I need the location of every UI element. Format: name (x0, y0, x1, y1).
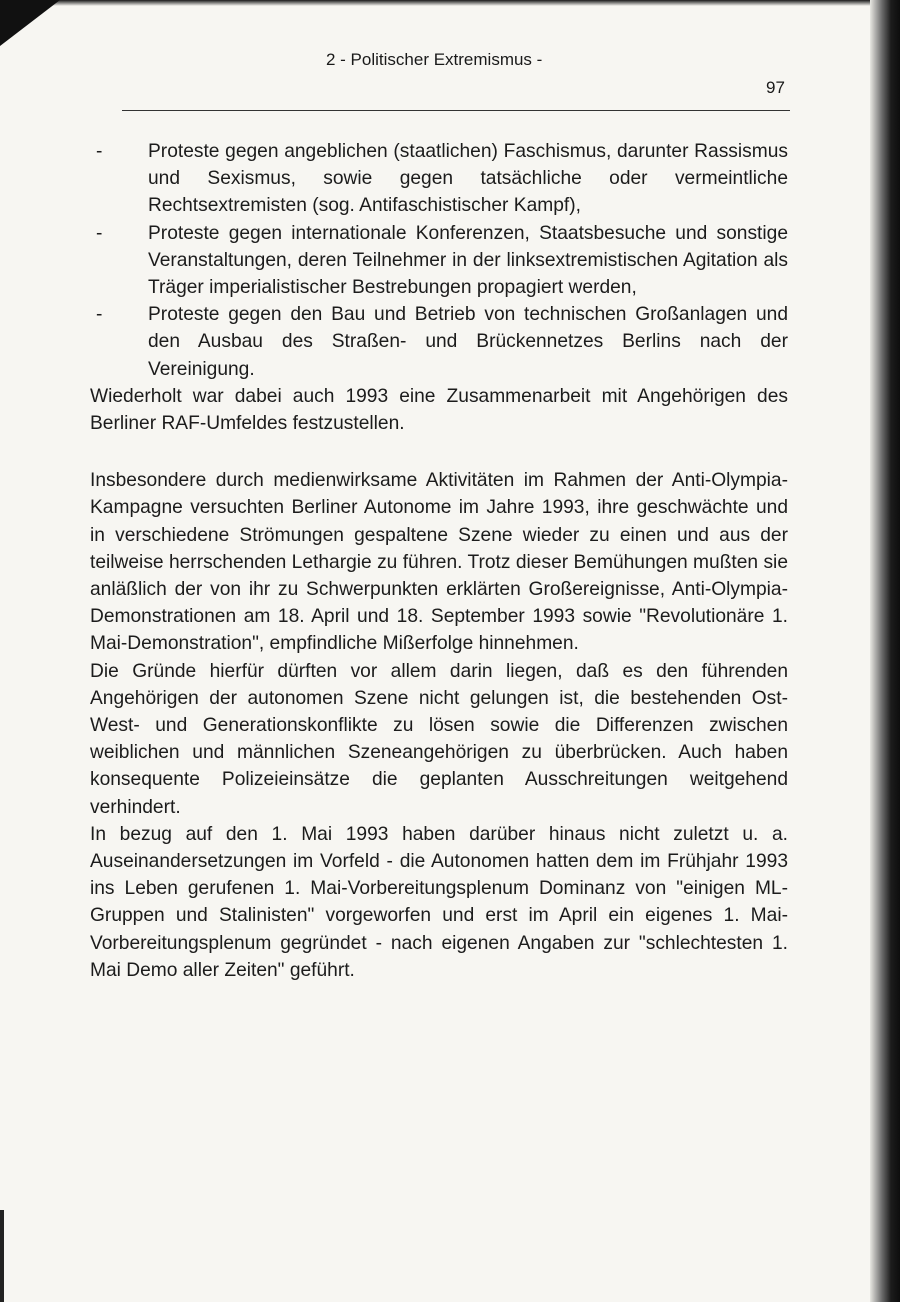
list-item (90, 301, 788, 383)
paragraph-raf-cooperation: Wiederholt war dabei auch 1993 eine Zusammenarbeit mit Angehörigen des Berliner RAF-Umfeldes festzustellen. (90, 385, 788, 435)
paragraph-may-day: In bezug auf den 1. Mai 1993 haben darüber hinaus nicht zuletzt u. a. Auseinandersetzungen im Vorfeld - die Autonomen hatten dem im Frühjahr 1993 ins Leben gerufenen 1. Mai-Vorbereitungsplenum Dominanz von "einigen ML-Gruppen und Stalinisten" vorgeworfen und erst im April ein eigenes 1. Mai-Vorbereitungsplenum gegründet - nach eigenen Angaben zur "schlechtesten 1. Mai Demo aller Zeiten" geführt. (90, 823, 788, 981)
running-title: 2 - Politischer Extremismus - (326, 50, 543, 69)
paragraph-reasons: Die Gründe hierfür dürften vor allem darin liegen, daß es den führenden Angehörigen der autonomen Szene nicht gelungen ist, die bestehenden Ost-West- und Generationskonflikte zu lösen sowie die Differenzen zwischen weiblichen und männlichen Szeneangehörigen zu überbrücken. Auch haben konsequente Polizeieinsätze die geplanten Ausschreitungen weitgehend verhindert. (90, 660, 788, 818)
page-body (90, 138, 788, 984)
scan-shadow-right (870, 0, 900, 1302)
running-header (0, 50, 893, 97)
header-rule (122, 110, 790, 111)
bullet-dash: - (96, 222, 103, 244)
paragraph-anti-olympia: Insbesondere durch medienwirksame Aktivitäten im Rahmen der Anti-Olympia-Kampagne versuchten Berliner Autonome im Jahre 1993, ihre geschwächte und in verschiedene Strömungen gespaltene Szene wieder zu einen und aus der teilweise herrschenden Lethargie zu führen. Trotz dieser Bemühungen mußten sie anläßlich der von ihr zu Schwerpunkten erklärten Großereignisse, Anti-Olympia-Demonstrationen am 18. April und 18. September 1993 sowie "Revolutionäre 1. Mai-Demonstration", empfindliche Mißerfolge hinnehmen. (90, 470, 788, 655)
list-item (90, 138, 788, 220)
scan-shadow-left (0, 1210, 4, 1302)
scan-shadow-top (0, 0, 893, 6)
list-item-text: Proteste gegen angeblichen (staatlichen) Faschismus, darunter Rassismus und Sexismus, sowie gegen tatsächliche oder vermeintliche Rechtsextremisten (sog. Antifaschistischer Kampf), (148, 141, 788, 217)
list-item-text: Proteste gegen internationale Konferenzen, Staatsbesuche und sonstige Veranstaltungen, deren Teilnehmer in der linksextremistischen Agitation als Träger imperialistischer Bestrebungen propagiert werden, (148, 222, 788, 299)
list-item-text: Proteste gegen den Bau und Betrieb von technischen Großanlagen und den Ausbau des Straßen- und Brückennetzes Berlins nach der Vereinigung. (148, 304, 788, 380)
page-number: 97 (766, 78, 785, 97)
bullet-dash: - (96, 141, 103, 162)
bullet-dash: - (96, 304, 103, 326)
scan-shadow-corner (0, 0, 60, 46)
list-item (90, 220, 788, 302)
